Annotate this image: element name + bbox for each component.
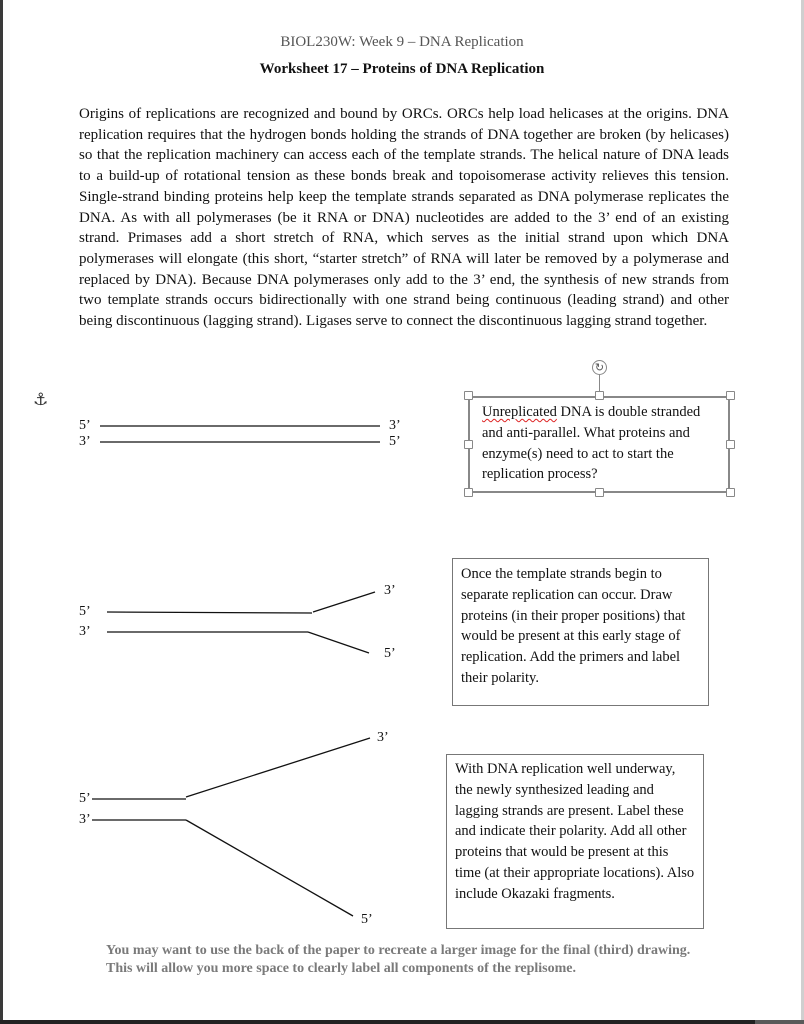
strand-label-3prime-top-right: 3’ bbox=[377, 730, 389, 745]
worksheet-title: Worksheet 17 – Proteins of DNA Replication bbox=[259, 61, 545, 77]
question-1-text: DNA is double stranded and anti-parallel. What proteins and enzyme(s) need to act to start the replication process? bbox=[482, 404, 701, 483]
strand-label-3prime-bottom-left: 3’ bbox=[79, 812, 91, 827]
intro-paragraph: Origins of replications are recognized and bound by ORCs. ORCs help load helicases at the origins. DNA replication requires that the hydrogen bonds holding the strands of DNA together are broken (by helicases) so that the replication machinery can access each of the template strands. The helical nature of DNA leads to a build-up of rotational tension as these bonds break and topoisomerase activity relieves this tension. Single-strand binding proteins help keep the template strands separated as DNA polymerase replicates the DNA. As with all polymerases (be it RNA or DNA) nucleotides are added to the 3’ end of an existing strand. Primases add a short stretch of RNA, which serves as the initial strand upon which DNA polymerases will elongate (this short, “starter stretch” of RNA will later be removed by a polymerase and replaced by DNA). Because DNA polymerases only add to the 3’ end, the synthesis of new strands from two template strands occurs bidirectionally with one strand being continuous (leading strand) and other being discontinuous (lagging strand). Ligases serve to connect the discontinuous lagging strand together. bbox=[79, 106, 729, 330]
question-box-2[interactable] bbox=[452, 558, 709, 706]
resize-handle-top-right[interactable] bbox=[726, 391, 735, 400]
strand-label-5prime-top-left: 5’ bbox=[79, 418, 91, 433]
strand-label-5prime-bottom-right: 5’ bbox=[389, 434, 401, 449]
question-box-3[interactable] bbox=[446, 754, 704, 929]
resize-handle-bottom[interactable] bbox=[595, 488, 604, 497]
spellcheck-flagged-word[interactable]: Unreplicated bbox=[482, 404, 557, 420]
resize-handle-top-left[interactable] bbox=[464, 391, 473, 400]
strand-label-5prime-bottom-right: 5’ bbox=[361, 912, 373, 927]
strand-label-3prime-bottom-left: 3’ bbox=[79, 434, 91, 449]
strand-label-3prime-top-right: 3’ bbox=[389, 418, 401, 433]
resize-handle-top[interactable] bbox=[595, 391, 604, 400]
resize-handle-bottom-right[interactable] bbox=[726, 488, 735, 497]
resize-handle-left[interactable] bbox=[464, 440, 473, 449]
scrollbar-thumb[interactable] bbox=[755, 1020, 804, 1024]
question-2-text: Once the template strands begin to separate replication can occur. Draw proteins (in their proper positions) that would be present at this early stage of replication. Add the primers and label their polarity. bbox=[461, 566, 686, 686]
course-header: BIOL230W: Week 9 – DNA Replication bbox=[280, 34, 524, 50]
resize-handle-right[interactable] bbox=[726, 440, 735, 449]
rotate-icon: ↻ bbox=[594, 361, 605, 374]
question-box-1[interactable] bbox=[468, 396, 730, 493]
rotate-handle[interactable] bbox=[592, 360, 607, 375]
strand-label-3prime-top-right: 3’ bbox=[384, 583, 396, 598]
strand-label-3prime-bottom-left: 3’ bbox=[79, 624, 91, 639]
footer-note: You may want to use the back of the paper to recreate a larger image for the final (third) drawing. This will allow you more space to clearly label all components of the replisome. bbox=[106, 943, 691, 976]
strand-label-5prime-top-left: 5’ bbox=[79, 604, 91, 619]
question-3-text: With DNA replication well underway, the newly synthesized leading and lagging strands are present. Label these and indicate their polarity. Add all other proteins that would be present at this time (at their appropriate locations). Also include Okazaki fragments. bbox=[455, 761, 695, 902]
horizontal-scrollbar[interactable] bbox=[0, 1020, 804, 1024]
strand-label-5prime-top-left: 5’ bbox=[79, 791, 91, 806]
anchor-icon[interactable]: ⚓ bbox=[33, 390, 49, 410]
strand-label-5prime-bottom-right: 5’ bbox=[384, 646, 396, 661]
resize-handle-bottom-left[interactable] bbox=[464, 488, 473, 497]
